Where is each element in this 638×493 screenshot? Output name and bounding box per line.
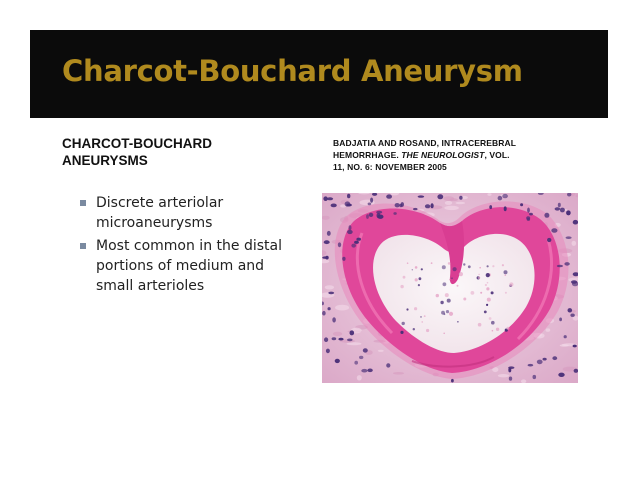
title-bar <box>30 30 608 118</box>
nucleus <box>557 265 563 267</box>
lumen-cell <box>478 323 482 327</box>
lumen-cell <box>400 331 403 334</box>
nucleus <box>356 238 361 241</box>
nucleus <box>351 244 356 248</box>
nucleus <box>520 203 523 206</box>
lumen-cell <box>444 313 446 315</box>
nucleus <box>345 201 351 206</box>
nucleus <box>559 318 562 322</box>
tissue-fiber <box>456 202 466 205</box>
nucleus <box>328 292 334 295</box>
nucleus <box>544 213 549 218</box>
lumen-cell <box>413 328 415 330</box>
nucleus <box>566 210 571 215</box>
nucleus <box>573 220 578 225</box>
tissue-fiber <box>393 372 404 375</box>
nucleus <box>533 375 537 379</box>
lumen-cell <box>504 270 508 274</box>
nucleus <box>393 212 396 215</box>
lumen-cell <box>505 274 507 276</box>
nucleus <box>335 359 340 363</box>
lumen-cell <box>484 311 487 314</box>
bullet-square-icon <box>80 200 86 206</box>
nucleus <box>573 345 577 348</box>
section-heading <box>62 135 282 169</box>
lumen-cell <box>509 282 513 286</box>
nucleus <box>558 203 561 207</box>
nucleus <box>324 337 328 342</box>
nucleus <box>547 238 551 242</box>
micrograph-illustration <box>322 193 578 383</box>
lumen-cell <box>468 265 471 268</box>
tissue-fiber <box>572 241 577 246</box>
tissue-fiber <box>333 332 342 336</box>
lumen-cell <box>457 285 459 287</box>
lumen-cell <box>451 278 452 279</box>
bullet-text-line: Most common in the distal <box>96 238 282 254</box>
nucleus <box>361 369 367 373</box>
lumen-cell <box>414 307 417 310</box>
lumen-cell <box>479 267 481 269</box>
nucleus <box>509 377 512 381</box>
nucleus <box>323 196 327 201</box>
nucleus <box>369 213 374 217</box>
lumen-cell <box>491 291 494 294</box>
lumen-cell <box>487 298 491 302</box>
lumen-cell <box>443 282 447 286</box>
nucleus <box>551 228 557 233</box>
lumen-cell <box>457 321 459 323</box>
nucleus <box>354 361 358 365</box>
lumen-cell <box>448 262 451 265</box>
nucleus <box>552 356 557 360</box>
citation-journal: THE NEUROLOGIST <box>401 150 485 160</box>
lumen-cell <box>406 308 408 310</box>
nucleus <box>338 338 343 341</box>
nucleus <box>570 314 574 317</box>
lumen-cell <box>506 327 509 330</box>
lumen-cell <box>492 265 494 267</box>
nucleus <box>504 206 507 211</box>
lumen-cell <box>442 265 446 269</box>
lumen-cell <box>420 316 422 318</box>
nucleus <box>395 203 400 207</box>
lumen-cell <box>486 287 489 290</box>
lumen-cell <box>426 329 429 332</box>
tissue-fiber <box>487 193 491 196</box>
nucleus <box>555 207 561 210</box>
nucleus <box>528 364 534 367</box>
lumen-cell <box>489 317 492 320</box>
lumen-cell <box>496 328 499 331</box>
nucleus <box>327 197 333 200</box>
lumen-cell <box>486 273 490 277</box>
tissue-fiber <box>546 328 551 331</box>
tissue-fiber <box>445 201 452 205</box>
nucleus <box>566 236 572 239</box>
nucleus <box>368 203 372 206</box>
histology-micrograph <box>322 193 578 383</box>
nucleus <box>413 208 417 210</box>
nucleus <box>370 198 373 203</box>
nucleus <box>564 262 569 266</box>
nucleus <box>324 240 330 244</box>
nucleus <box>332 337 337 340</box>
nucleus <box>537 360 543 365</box>
nucleus <box>508 366 514 369</box>
nucleus <box>489 205 492 209</box>
lumen-cell <box>415 266 418 269</box>
nucleus <box>347 194 350 199</box>
lumen-cell <box>478 277 481 280</box>
bullet-text-line: Discrete arteriolar <box>96 195 224 211</box>
nucleus <box>558 373 564 377</box>
tissue-fiber <box>444 206 459 210</box>
nucleus <box>451 379 454 383</box>
lumen-cell <box>491 321 495 325</box>
nucleus <box>574 369 578 373</box>
nucleus <box>386 363 390 367</box>
nucleus <box>564 335 567 338</box>
bullet-text-line: portions of medium and <box>96 258 265 274</box>
lumen-cell <box>419 277 422 280</box>
lumen-cell <box>447 299 451 303</box>
lumen-cell <box>421 268 423 270</box>
tissue-fiber <box>335 305 349 311</box>
slide-title: Charcot-Bouchard Aneurysm <box>62 54 523 88</box>
lumen-cell <box>492 330 494 332</box>
tissue-fiber <box>325 285 334 289</box>
section-heading-line1: CHARCOT-BOUCHARD <box>62 136 212 151</box>
nucleus <box>342 257 345 261</box>
tissue-fiber <box>498 374 509 377</box>
nucleus <box>331 204 337 208</box>
tissue-fiber <box>443 196 454 201</box>
nucleus <box>418 195 424 197</box>
lumen-cell <box>415 278 418 281</box>
nucleus <box>498 196 503 201</box>
nucleus <box>328 307 331 310</box>
lumen-cell <box>446 310 449 313</box>
nucleus <box>359 356 363 359</box>
lumen-cell <box>400 285 403 288</box>
nucleus <box>350 330 355 335</box>
lumen-cell <box>424 315 426 317</box>
citation-line3: 11, NO. 6: NOVEMBER 2005 <box>333 162 447 172</box>
nucleus <box>367 369 372 373</box>
nucleus <box>386 194 392 198</box>
tissue-fiber <box>357 375 362 380</box>
nucleus <box>425 204 430 208</box>
nucleus <box>332 317 336 322</box>
nucleus <box>529 213 533 216</box>
lumen-cell <box>418 284 420 286</box>
nucleus <box>459 196 462 200</box>
nucleus <box>502 194 508 198</box>
lumen-cell <box>445 293 449 297</box>
lumen-cell <box>502 264 504 266</box>
nucleus <box>527 218 530 221</box>
lumen-cell <box>485 284 487 286</box>
nucleus <box>431 203 434 208</box>
nucleus <box>568 308 573 312</box>
lumen-cell <box>412 269 413 270</box>
citation-line2-suffix: , VOL. <box>484 150 510 160</box>
lumen-cell <box>449 279 450 280</box>
nucleus <box>326 349 330 354</box>
lumen-cell <box>402 322 405 325</box>
bullet-item <box>80 236 320 296</box>
citation-line2 <box>333 149 603 161</box>
lumen-cell <box>463 263 465 265</box>
nucleus <box>377 215 383 219</box>
citation <box>333 137 603 173</box>
nucleus <box>349 225 352 230</box>
lumen-cell <box>443 333 445 335</box>
nucleus <box>338 242 341 247</box>
lumen-cell <box>453 267 457 271</box>
bullet-square-icon <box>80 243 86 249</box>
nucleus <box>363 348 368 352</box>
nucleus <box>325 256 328 260</box>
lumen-cell <box>471 291 475 295</box>
nucleus <box>366 214 369 219</box>
nucleus <box>527 208 530 213</box>
citation-line1: BADJATIA AND ROSAND, INTRACEREBRAL <box>333 138 516 148</box>
lumen-cell <box>436 294 439 297</box>
lumen-cell <box>459 272 463 276</box>
nucleus <box>347 230 353 234</box>
citation-line2-prefix: HEMORRHAGE. <box>333 150 402 160</box>
nucleus <box>327 231 331 236</box>
nucleus <box>322 311 326 316</box>
lumen-cell <box>505 292 507 294</box>
tissue-fiber <box>378 350 384 352</box>
bullet-text-line: small arterioles <box>96 278 205 294</box>
lumen-cell <box>422 321 423 322</box>
nucleus <box>354 241 359 244</box>
lumen-cell <box>486 304 488 306</box>
lumen-cell <box>403 276 406 279</box>
nucleus <box>437 194 443 199</box>
nucleus <box>347 339 353 342</box>
bullet-item <box>80 193 320 233</box>
nucleus <box>399 204 402 207</box>
tissue-fiber <box>322 216 330 220</box>
lumen-cell <box>487 265 489 267</box>
lumen-cell <box>478 274 479 275</box>
nucleus <box>571 280 577 283</box>
section-heading-line2: ANEURYSMS <box>62 153 148 168</box>
lumen-cell <box>487 282 489 284</box>
bullet-list <box>80 193 320 299</box>
nucleus <box>543 358 547 361</box>
lumen-cell <box>463 298 466 301</box>
lumen-cell <box>407 262 409 264</box>
lumen-cell <box>449 312 453 316</box>
lumen-cell <box>440 301 443 304</box>
bullet-text-line: microaneurysms <box>96 215 213 231</box>
nucleus <box>560 208 565 213</box>
lumen-cell <box>431 262 433 264</box>
lumen-cell <box>480 292 482 294</box>
